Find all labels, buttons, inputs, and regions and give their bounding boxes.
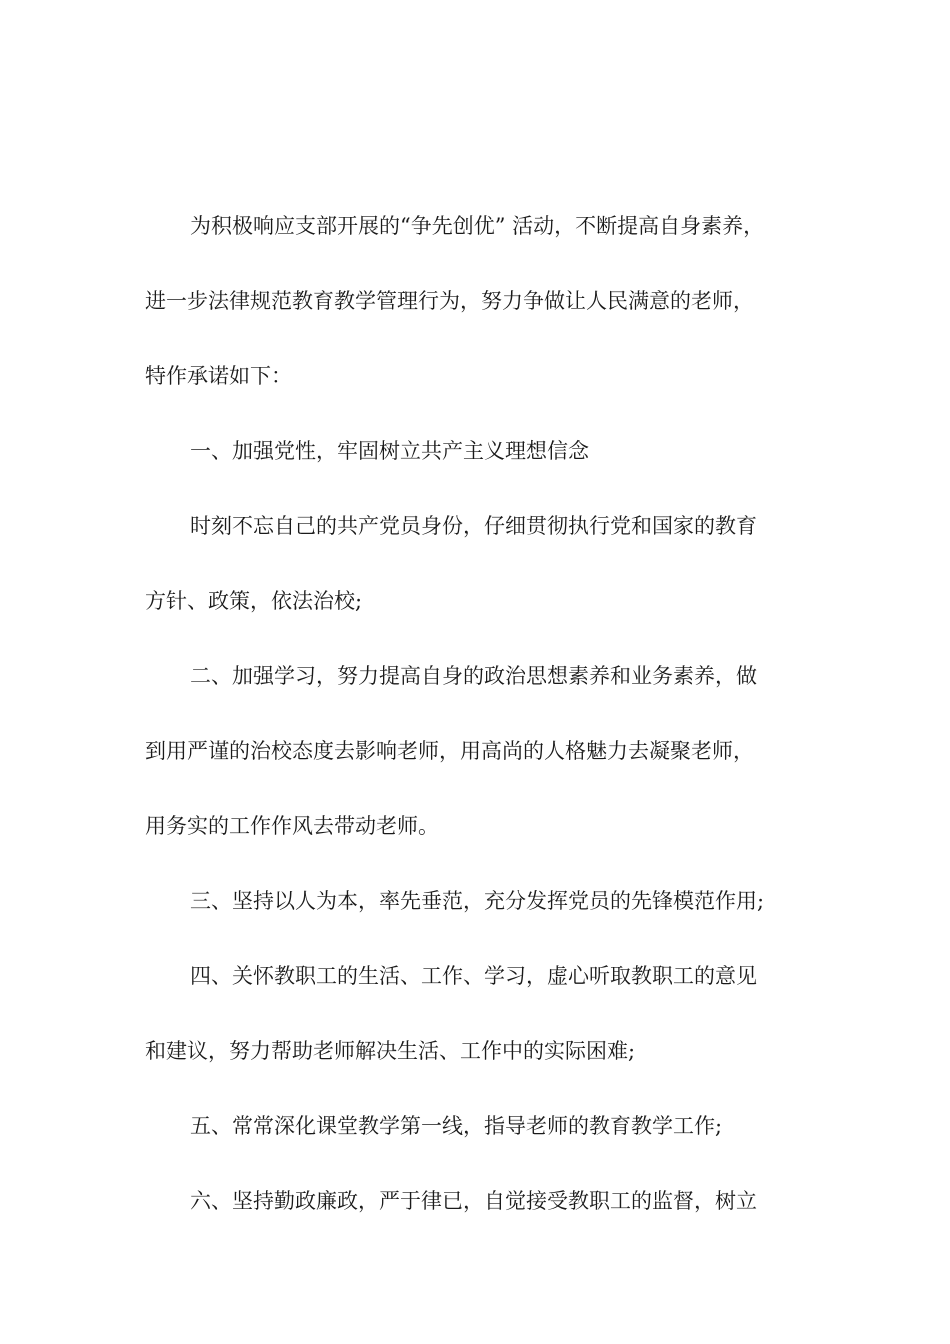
text-line: 方针、政策，依法治校; bbox=[145, 589, 363, 613]
text-line: 六、坚持勤政廉政，严于律已，自觉接受教职工的监督，树立 bbox=[190, 1189, 757, 1213]
text-line: 时刻不忘自己的共产党员身份，仔细贯彻执行党和国家的教育 bbox=[190, 514, 757, 538]
text-line: 用务实的工作作风去带动老师。 bbox=[145, 814, 439, 838]
text-line: 为积极响应支部开展的“争先创优” 活动，不断提高自身素养， bbox=[190, 214, 765, 238]
section-heading: 一、加强党性，牢固树立共产主义理想信念 bbox=[190, 439, 589, 463]
text-line: 进一步法律规范教育教学管理行为，努力争做让人民满意的老师， bbox=[145, 289, 754, 313]
text-line: 到用严谨的治校态度去影响老师，用高尚的人格魅力去凝聚老师， bbox=[145, 739, 754, 763]
text-line: 特作承诺如下： bbox=[145, 364, 292, 388]
text-line: 二、加强学习，努力提高自身的政治思想素养和业务素养，做 bbox=[190, 664, 757, 688]
text-line: 三、坚持以人为本，率先垂范，充分发挥党员的先锋模范作用; bbox=[190, 889, 765, 913]
text-line: 和建议，努力帮助老师解决生活、工作中的实际困难; bbox=[145, 1039, 636, 1063]
text-line: 四、关怀教职工的生活、工作、学习，虚心听取教职工的意见 bbox=[190, 964, 757, 988]
text-line: 五、常常深化课堂教学第一线，指导老师的教育教学工作; bbox=[190, 1114, 723, 1138]
